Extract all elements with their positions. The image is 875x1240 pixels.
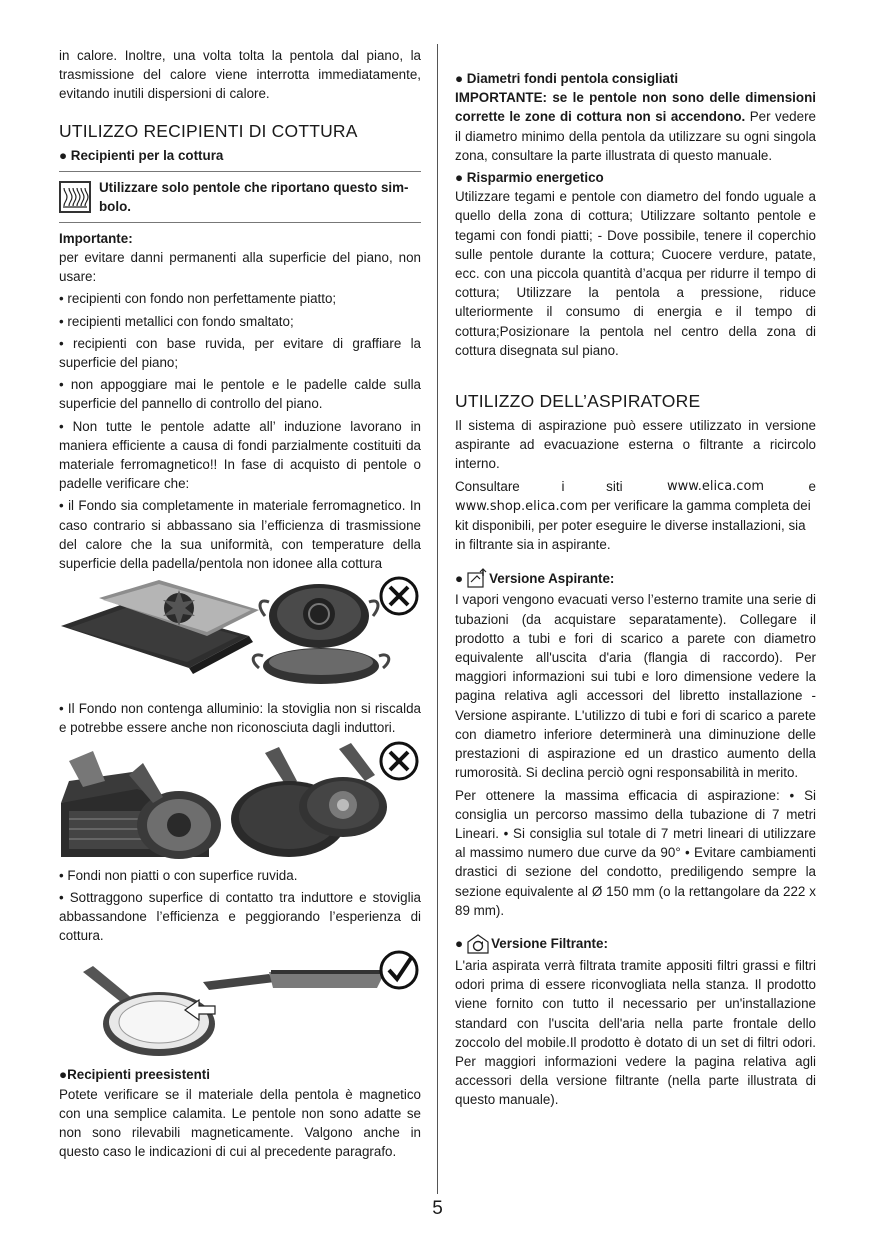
aspirante-paragraph: I vapori vengono evacuati verso l’esterno tramite una serie di tubazioni (da acquistare separatamente). Collegare il prodotto a tubi e fori di scarico a parete con diametro equivalente all'uscita d'aria (flangia di raccordo). Per maggiori informazioni sui tubi e loro dimensione vedere la pagina relativa agli accessori del libretto installazione - Versione aspirante. L'utilizzo di tubi e fori di scarico a parete con diametro inferiore determinerà una diminuzione delle prestazioni di aspirazione ed un drastico aumento della rumorosità. Si declina perciò ogni responsabilità in merito. — [455, 592, 816, 781]
consult-and: e — [808, 478, 816, 494]
bullet-item: • Non tutte le pentole adatte all’ induzione lavorano in maniera efficiente a causa di fondi parzialmente costituiti da materiale ferromagnetico!! In fase di acquisto di pentole o padelle verificare che: — [59, 418, 421, 492]
important-intro: per evitare danni permanenti alla superficie del piano, non usare: — [59, 250, 421, 285]
page-number: 5 — [432, 1198, 443, 1219]
bullet-item: • il Fondo sia completamente in materiale ferromagnetico. In caso contrario si abbassano sia l’efficienza di trasmissione del calore che la sua uniformità, con temperature della superficie della padella/pentola non idonee alla cottura — [59, 498, 421, 572]
efficacy-paragraph: Per ottenere la massima efficacia di aspirazione: • Si consiglia un percorso massimo della tubazione di 7 metri Lineari. • Si consiglia sul totale di 7 metri lineari di utilizzare al massimo numero due curve da 90° • Evitare cambiamenti drastici di sezione del condotto, prediligendo sempre la sezione equivalente al Ø 150 mm (o la rettangolare da 222 x 89 mm). — [455, 787, 816, 918]
contact-surface-paragraph: • Sottraggono superfice di contatto tra induttore e stoviglia abbassandone l’efficienza e peggiorando l’esperienza di cottura. — [59, 889, 421, 944]
pan-top-view-illustration — [83, 966, 215, 1056]
induction-symbol-text: Utilizzare solo pentole che riportano questo sim-bolo. — [99, 179, 409, 214]
x-mark-icon — [381, 743, 417, 779]
energy-saving-paragraph: Utilizzare tegami e pentole con diametro del fondo uguale a quello della zona di cottura; Utilizzare soltanto pentole e tegami con fondi piatti; - Dove possibile, tenere il coperchio sulle pentole durante la cottura; Cuocere verdure, patate, ecc. con una piccola quantità d’acqua per ridurre il tempo di cottura; Utilizzare la pentola a pressione, riduce ulteriormente il consumo di energia e il tempo di cottura;Posizionare la pentola nel centro della zona di cottura disegnata sul piano. — [455, 189, 816, 358]
bullet-item: • recipienti con fondo non perfettamente piatto; — [59, 291, 337, 307]
paella-pan-illustration — [253, 584, 389, 684]
preexisting-title: ●Recipienti preesistenti — [59, 1067, 210, 1083]
bullet-item: • non appoggiare mai le pentole e le padelle calde sulla superficie del pannello di controllo del piano. — [59, 377, 421, 412]
subheading-diameters: ● Diametri fondi pentola consigliati — [455, 71, 679, 86]
aluminium-paragraph: • Il Fondo non contenga alluminio: la stoviglia non si riscalda e potrebbe essere anche non riconosciuta dagli induttori. — [59, 701, 421, 736]
bullet-item: • recipienti metallici con fondo smaltato; — [59, 313, 294, 329]
subheading-recipienti: ● Recipienti per la cottura — [59, 147, 224, 163]
elica-link[interactable]: www.elica.com — [667, 478, 765, 494]
version-filtrante-heading: ● Versione Filtrante : — [455, 934, 816, 954]
extractor-intro-paragraph: Il sistema di aspirazione può essere utilizzato in versione aspirante ad evacuazione esterna o filtrante a ricircolo interno. — [455, 418, 816, 472]
consult-line — [455, 477, 816, 496]
version-filtrante-title: Versione Filtrante — [491, 936, 604, 952]
consult-text: Consultare i siti — [455, 478, 623, 494]
figure-suitable-pan — [59, 948, 421, 1060]
consult-rest-text: per verificare la gamma completa dei kit disponibili, per poter eseguire le diverse installazioni, sia in filtrante sia in aspirante. — [455, 497, 811, 553]
important-label: Importante: — [59, 230, 133, 246]
figure-unsuitable-pans-1 — [59, 576, 421, 694]
griddle-plate-illustration — [61, 580, 259, 674]
section-heading-extractor: UTILIZZO DELL’ASPIRATORE — [455, 391, 701, 412]
bullet: ● — [455, 936, 464, 952]
important-rest-text: Per vedere il diametro minimo della pentola da utilizzare su ogni singola zona, consultare la parte illustrata di questo manuale. — [455, 109, 816, 163]
version-aspirante-title: Versione Aspirante — [489, 570, 610, 586]
left-column — [59, 46, 421, 1165]
filtrante-paragraph: L'aria aspirata verrà filtrata tramite appositi filtri grassi e filtri odori prima di essere riconvogliata nella stanza. Il prodotto viene fornito con tutto il necessario per un'installazione standard con l'uscita dell'aria nella parte frontale dello zoccolo del mobile.Il prodotto è dotato di un set di filtri odori. Per maggiori informazioni vedere la pagina relativa agli accessori della versione filtrante (nella parte illustrata di questo manuale). — [455, 957, 816, 1108]
ducted-hood-icon — [467, 568, 487, 588]
consult-sites-paragraph — [455, 477, 816, 555]
recirculating-hood-icon — [467, 934, 489, 954]
section-heading-cookware: UTILIZZO RECIPIENTI DI COTTURA — [59, 120, 358, 141]
version-aspirante-heading: ● Versione Aspirante : — [455, 568, 816, 588]
bullet-item: • recipienti con base ruvida, per evitare di graffiare la superficie del piano; — [59, 335, 421, 371]
check-mark-icon — [381, 952, 417, 988]
important-bold-text: IMPORTANTE: se le pentole non sono delle dimensioni corrette le zone di cottura non si accendono. — [455, 90, 816, 125]
diameters-important-paragraph — [455, 88, 816, 165]
rough-bottom-paragraph: • Fondi non piatti o con superfice ruvida. — [59, 867, 298, 883]
subheading-energy-saving: ● Risparmio energetico — [455, 170, 604, 186]
shop-elica-link[interactable]: www.shop.elica.com — [455, 498, 588, 514]
right-column — [455, 69, 816, 1113]
x-mark-icon — [381, 578, 417, 614]
column-divider — [437, 44, 438, 1194]
intro-paragraph: in calore. Inoltre, una volta tolta la pentola dal piano, la trasmissione del calore viene interrotta immediatamente, evitando inutili dispersioni di calore. — [59, 48, 421, 102]
preexisting-paragraph: Potete verificare se il materiale della pentola è magnetico con una semplice calamita. Le pentole non sono adatte se non sono rilevabili magneticamente. Valgono anche in questo caso le indicazioni di cui al precedente paragrafo. — [59, 1086, 421, 1160]
induction-symbol-box — [59, 171, 421, 223]
frying-pan-illustration — [231, 743, 387, 857]
grill-pan-illustration — [61, 751, 221, 859]
pan-side-view-illustration — [203, 970, 387, 990]
figure-unsuitable-pans-2 — [59, 741, 421, 861]
bullet: ● — [455, 570, 464, 586]
induction-coil-icon — [59, 181, 91, 213]
